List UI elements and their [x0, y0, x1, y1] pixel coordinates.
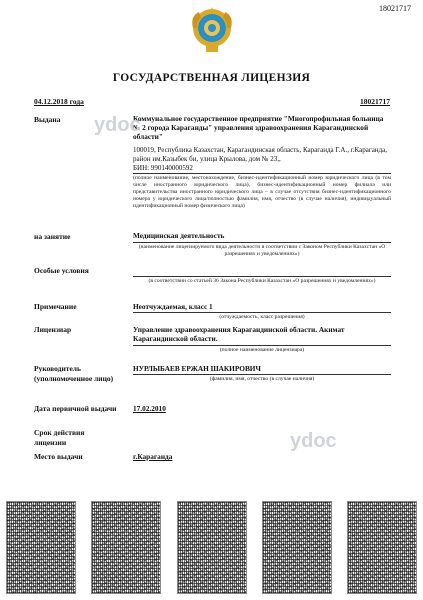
activity-hint: (наименование лицензируемого вида деятельности в соответствии с Законом Республики Казахстан «О разрешениях и уведомлениях»)	[138, 244, 386, 257]
note-hint: (отчуждаемость, класс разрешения)	[219, 314, 305, 320]
watermark: ydoc	[94, 114, 141, 136]
2d-barcode	[262, 501, 332, 594]
validity-label: Срок действия лицензии	[34, 428, 85, 447]
first-issue-label: Дата первичной выдачи	[34, 404, 117, 413]
activity-value: Медицинская деятельность	[133, 231, 225, 240]
issued-to-hint: (полное наименование, местонахождение, бизнес-идентификационный номер юридического лица (в том числе иностранного юридического лица), бизнес-идентификационный номер филиала или представительства иностранного юридического лица – в случае отсутствия бизнес-идентификационного номера у юридического лица/полностью фамилия, имя, отчество (в случае наличия), индивидуальный идентификационный номер физического лица)	[133, 175, 391, 209]
first-issue-value: 17.02.2010	[133, 404, 166, 413]
issued-to-label: Выдана	[34, 115, 61, 124]
divider	[133, 242, 391, 243]
activity-label: на занятие	[34, 232, 71, 241]
divider	[133, 374, 391, 375]
license-number: 18021717	[360, 97, 390, 106]
note-label: Примечание	[34, 302, 77, 311]
divider	[133, 345, 391, 346]
watermark: ydoc	[290, 430, 337, 452]
place-value: г.Караганда	[133, 452, 173, 461]
head-value: НУРЛЫБАЕВ ЕРЖАН ШАКИРОВИЧ	[133, 364, 261, 373]
head-label: Руководитель (уполномоченное лицо)	[34, 364, 114, 383]
issued-to-name: Коммунальное государственное предприятие "Многопрофильная больница № 2 города Караганды" управления здравоохранения Карагандинской области"	[133, 114, 384, 141]
divider	[133, 173, 391, 174]
head-hint: (фамилия, имя, отчество (в случае наличия)	[209, 376, 315, 382]
2d-barcode	[91, 501, 161, 594]
2d-barcode	[347, 501, 417, 594]
license-date: 04.12.2018 года	[34, 97, 84, 106]
divider	[133, 312, 391, 313]
note-value: Неотчуждаемая, класс 1	[133, 302, 213, 311]
licensor-value: Управление здравоохранения Карагандинской области. Акимат Карагандинской области.	[133, 325, 345, 343]
place-label: Место выдачи	[34, 452, 83, 461]
2d-barcode	[177, 501, 247, 594]
conditions-hint: (в соответствии со статьей 36 Закона Республики Казахстан «О разрешениях и уведомлениях»)	[148, 278, 376, 284]
document-number-top: 18021717	[379, 4, 411, 13]
issued-to-bin: БИН: 990140000592	[133, 164, 193, 172]
divider	[133, 276, 391, 277]
licensor-hint: (полное наименование лицензиара)	[219, 347, 305, 353]
issued-to-address: 100019, Республика Казахстан, Карагандинская область, Караганда Г.А., г.Караганда, район им.Казыбек би, улица Крылова, дом № 23,,	[133, 146, 387, 163]
2d-barcode	[6, 501, 76, 594]
conditions-label: Особые условия	[34, 266, 89, 275]
barcode-strip	[6, 501, 417, 594]
licensor-label: Лицензиар	[34, 325, 72, 334]
kazakhstan-emblem-icon	[190, 6, 234, 54]
page-title: ГОСУДАРСТВЕННАЯ ЛИЦЕНЗИЯ	[112, 72, 311, 84]
